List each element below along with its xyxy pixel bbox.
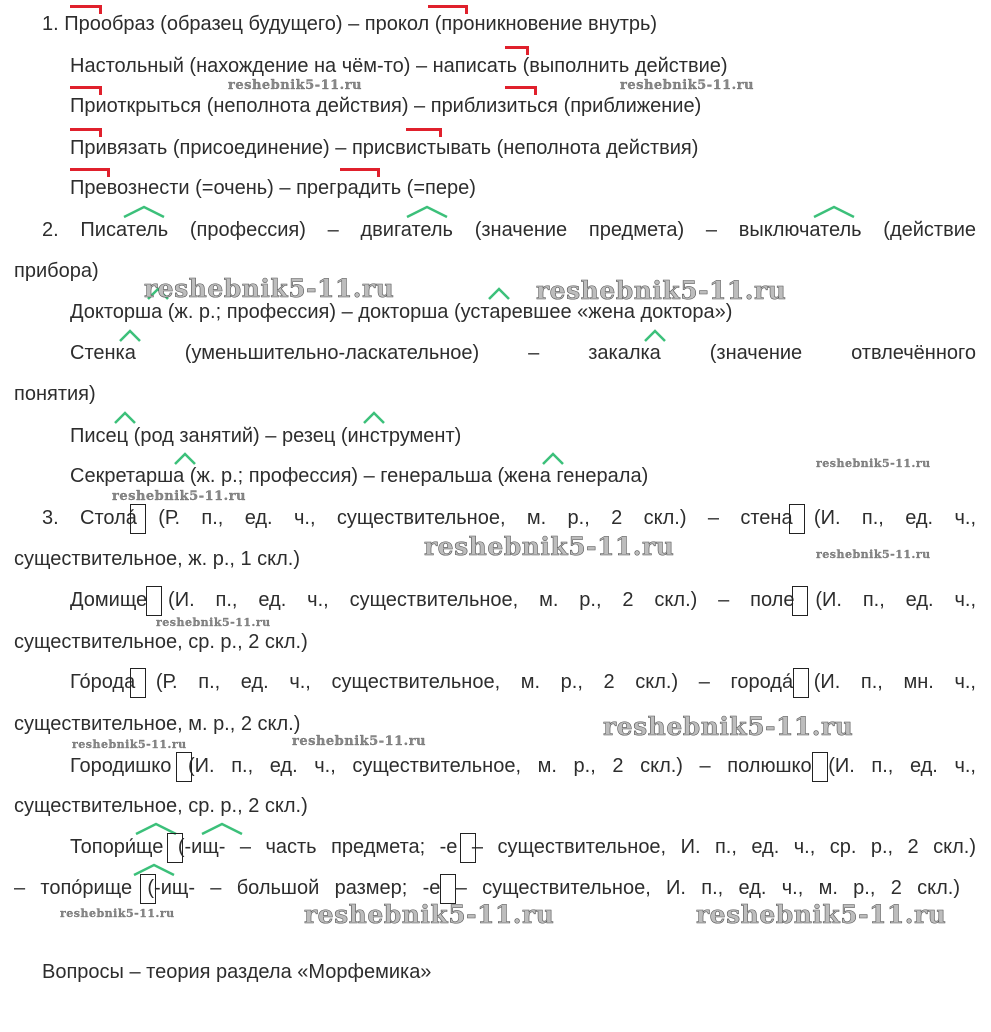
prefix-mark <box>505 46 529 55</box>
ending-box <box>140 874 156 904</box>
suffix-mark <box>540 452 566 466</box>
section3-line-1: 3. Стола́ (Р. п., ед. ч., существительное, м. р., 2 скл.) – стена (И. п., ед. ч., <box>42 507 976 529</box>
section2-line-7: Секретарша (ж. р.; профессия) – генеральша (жена генерала) <box>70 465 649 487</box>
watermark: reshebnik5-11.ru <box>620 78 755 93</box>
suffix-mark <box>812 205 856 219</box>
section3-line-3: Домище (И. п., ед. ч., существительное, м. р., 2 скл.) – поле (И. п., ед. ч., <box>70 589 976 611</box>
questions-note: Вопросы – теория раздела «Морфемика» <box>42 961 432 983</box>
section1-line-4: Привязать (присоединение) – присвистывать (неполнота действия) <box>70 137 699 159</box>
suffix-mark <box>486 287 512 301</box>
watermark: reshebnik5-11.ru <box>156 616 271 629</box>
ending-box <box>167 833 183 863</box>
ending-box <box>176 752 192 782</box>
ending-box <box>812 752 828 782</box>
watermark: reshebnik5-11.ru <box>72 738 187 751</box>
suffix-mark <box>405 205 449 219</box>
prefix-mark <box>406 128 442 137</box>
section3-line-8: существительное, ср. р., 2 скл.) <box>14 795 308 817</box>
suffix-mark <box>122 205 166 219</box>
section1-line-1: 1. Прообраз (образец будущего) – прокол (проникновение внутрь) <box>42 13 658 35</box>
suffix-mark <box>172 452 198 466</box>
watermark: reshebnik5-11.ru <box>304 900 555 929</box>
ending-box <box>146 586 162 616</box>
watermark: reshebnik5-11.ru <box>292 734 427 749</box>
ending-box <box>460 833 476 863</box>
prefix-mark <box>70 5 102 14</box>
prefix-mark <box>340 168 380 177</box>
section3-line-7: Городишко (И. п., ед. ч., существительное, м. р., 2 скл.) – полюшко (И. п., ед. ч., <box>70 755 976 777</box>
watermark: reshebnik5-11.ru <box>60 907 175 920</box>
suffix-mark <box>200 822 244 836</box>
prefix-mark <box>70 168 110 177</box>
section1-line-3: Приоткрыться (неполнота действия) – приблизиться (приближение) <box>70 95 702 117</box>
suffix-mark <box>361 411 387 425</box>
section3-line-6: существительное, м. р., 2 скл.) <box>14 713 301 735</box>
ending-box <box>792 586 808 616</box>
watermark: reshebnik5-11.ru <box>536 276 787 305</box>
section2-line-4: Стенка (уменьшительно-ласкательное) – закалка (значение отвлечённого <box>70 342 976 364</box>
section3-line-10: – топо́рище (-ищ- – большой размер; -е – существительное, И. п., ед. ч., м. р., 2 скл.) <box>14 877 960 899</box>
section3-line-4: существительное, ср. р., 2 скл.) <box>14 631 308 653</box>
section3-line-5: Го́рода (Р. п., ед. ч., существительное, м. р., 2 скл.) – города́ (И. п., мн. ч., <box>70 671 976 693</box>
section3-line-2: существительное, ж. р., 1 скл.) <box>14 548 301 570</box>
prefix-mark <box>505 86 537 95</box>
ending-box <box>130 504 146 534</box>
section1-line-2: Настольный (нахождение на чём-то) – написать (выполнить действие) <box>70 55 728 77</box>
section2-line-3: Докторша (ж. р.; профессия) – докторша (устаревшее «жена доктора») <box>70 301 733 323</box>
ending-box <box>130 668 146 698</box>
ending-box <box>793 668 809 698</box>
suffix-mark <box>112 411 138 425</box>
section3-line-9: Топори́ще (-ищ- – часть предмета; -е – существительное, И. п., ед. ч., ср. р., 2 скл.) <box>70 836 976 858</box>
section2-line-5: понятия) <box>14 383 96 405</box>
ending-box <box>789 504 805 534</box>
watermark: reshebnik5-11.ru <box>816 457 931 470</box>
watermark: reshebnik5-11.ru <box>816 548 931 561</box>
section2-line-6: Писец (род занятий) – резец (инструмент) <box>70 425 462 447</box>
section1-line-5: Превознести (=очень) – преградить (=пере) <box>70 177 476 199</box>
section2-line-1: 2. Писатель (профессия) – двигатель (значение предмета) – выключатель (действие <box>42 219 976 241</box>
prefix-mark <box>428 5 468 14</box>
suffix-mark <box>642 329 668 343</box>
watermark: reshebnik5-11.ru <box>112 489 247 504</box>
watermark: reshebnik5-11.ru <box>603 712 854 741</box>
section2-line-2: прибора) <box>14 260 99 282</box>
watermark: reshebnik5-11.ru <box>228 78 363 93</box>
prefix-mark <box>70 86 102 95</box>
prefix-mark <box>70 128 102 137</box>
watermark: reshebnik5-11.ru <box>144 274 395 303</box>
watermark: reshebnik5-11.ru <box>424 532 675 561</box>
watermark: reshebnik5-11.ru <box>696 900 947 929</box>
suffix-mark <box>117 329 143 343</box>
